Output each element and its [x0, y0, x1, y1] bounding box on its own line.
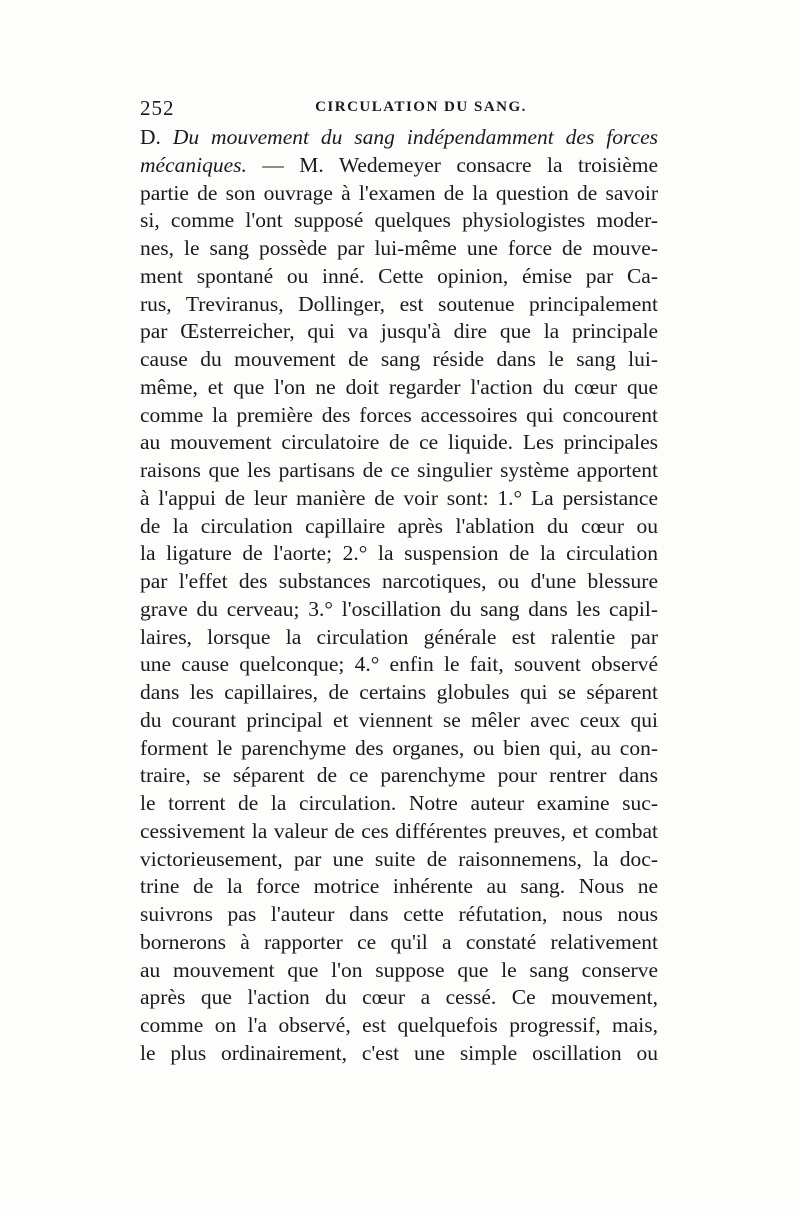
text-line-4: si, comme l'ont supposé quelques physiologistes moder-	[140, 208, 658, 233]
running-head	[140, 96, 662, 120]
text-line-22: du courant principal et viennent se mêler avec ceux qui	[140, 707, 658, 732]
text-line-13: raisons que les partisans de ce singulier système apportent	[140, 458, 658, 482]
text-line-23: forment le parenchyme des organes, ou bien qui, au con-	[140, 735, 658, 760]
text-line-12: au mouvement circulatoire de ce liquide. Les principales	[140, 430, 658, 455]
text-line-7: rus, Treviranus, Dollinger, est soutenue principalement	[140, 291, 658, 316]
running-title: CIRCULATION DU SANG.	[315, 99, 527, 115]
text-line-29: suivrons pas l'auteur dans cette réfutation, nous nous	[140, 902, 658, 926]
text-line-3: partie de son ouvrage à l'examen de la question de savoir	[140, 180, 658, 205]
text-line-15: de la circulation capillaire après l'ablation du cœur ou	[140, 513, 658, 538]
section-label: D.	[140, 125, 161, 149]
text-line-34: le plus ordinairement, c'est une simple oscillation ou	[140, 1040, 658, 1065]
text-line-28: trine de la force motrice inhérente au sang. Nous ne	[140, 874, 658, 899]
text-line-14: à l'appui de leur manière de voir sont: 1.° La persistance	[140, 485, 658, 510]
text-line-6: ment spontané ou inné. Cette opinion, émise par Ca-	[140, 263, 658, 288]
text-line-33: comme on l'a observé, est quelquefois progressif, mais,	[140, 1013, 658, 1037]
text-line-24: traire, se séparent de ce parenchyme pour rentrer dans	[140, 763, 658, 788]
text-line-17: par l'effet des substances narcotiques, ou d'une blessure	[140, 569, 658, 593]
text-line-27: victorieusement, par une suite de raisonnemens, la doc-	[140, 846, 658, 871]
page-number: 252	[140, 96, 175, 120]
text-line-21: dans les capillaires, de certains globules qui se séparent	[140, 680, 658, 704]
text-line-31: au mouvement que l'on suppose que le sang conserve	[140, 957, 658, 982]
section-heading-italic-cont: mécaniques.	[140, 152, 247, 177]
text-line-content: — M. Wedemeyer consacre la troisième	[262, 152, 659, 177]
text-line-32: après que l'action du cœur a cessé. Ce mouvement,	[140, 985, 658, 1010]
text-line-2	[140, 152, 658, 180]
text-line-1	[140, 124, 658, 152]
text-line-26: cessivement la valeur de ces différentes preuves, et combat	[140, 818, 658, 843]
text-line-5: nes, le sang possède par lui-même une force de mouve-	[140, 236, 658, 260]
body-text	[140, 124, 658, 1068]
text-line-16: la ligature de l'aorte; 2.° la suspension de la circulation	[140, 541, 658, 566]
text-line-8: par Œsterreicher, qui va jusqu'à dire que la principale	[140, 319, 658, 344]
text-line-20: une cause quelconque; 4.° enfin le fait, souvent observé	[140, 652, 658, 677]
text-line-19: laires, lorsque la circulation générale est ralentie par	[140, 624, 658, 649]
text-line-11: comme la première des forces accessoires qui concourent	[140, 402, 658, 427]
text-line-10: même, et que l'on ne doit regarder l'action du cœur que	[140, 374, 658, 399]
text-line-18: grave du cerveau; 3.° l'oscillation du sang dans les capil-	[140, 596, 658, 621]
text-line-25: le torrent de la circulation. Notre auteur examine suc-	[140, 791, 658, 815]
section-heading-italic: Du mouvement du sang indépendamment des forces	[172, 125, 658, 149]
text-line-9: cause du mouvement de sang réside dans le sang lui-	[140, 347, 658, 371]
text-line-30: bornerons à rapporter ce qu'il a constaté relativement	[140, 929, 658, 954]
